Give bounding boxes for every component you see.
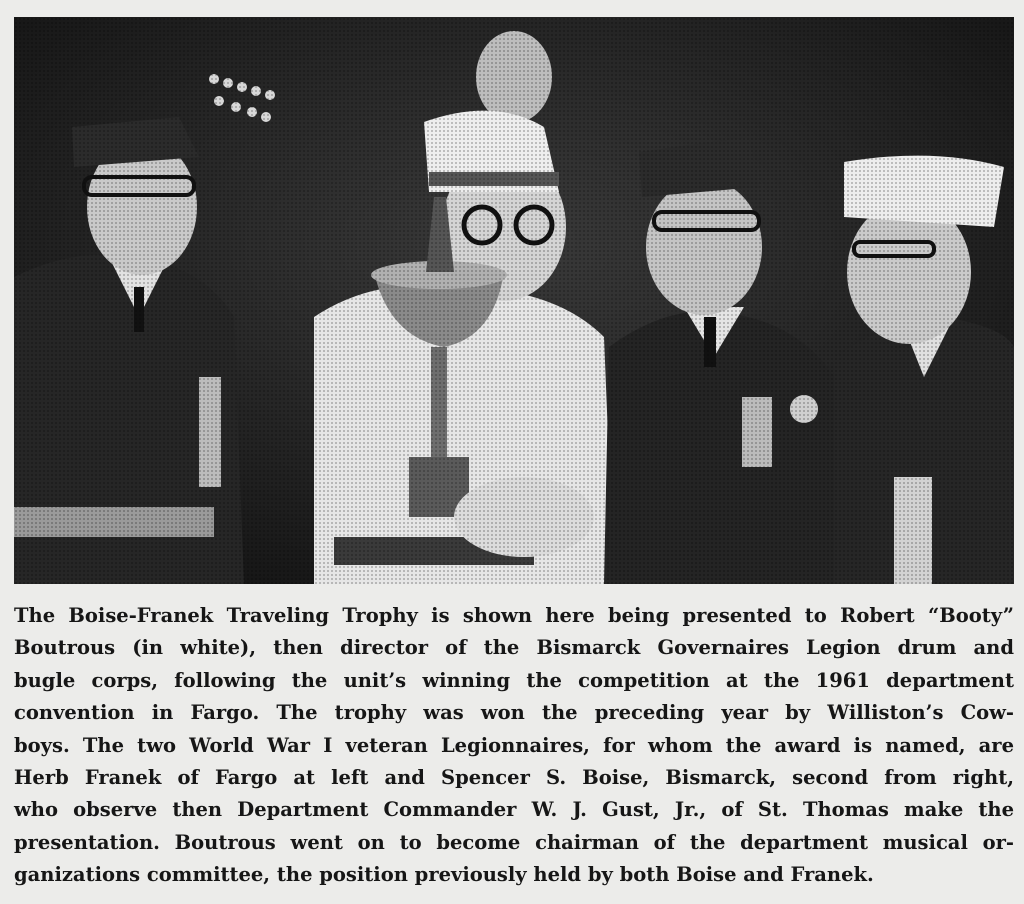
- caption-line-7: who observe then Department Commander W. J. Gust, Jr., of St. Thomas make the: [14, 798, 1014, 822]
- photo-illustration: [14, 17, 1014, 584]
- photo-caption: [14, 600, 1014, 892]
- caption-line-9: ganizations committee, the position previously held by both Boise and Franek.: [14, 863, 874, 887]
- caption-line-1: The Boise-Franek Traveling Trophy is shown here being presented to Robert “Booty”: [14, 604, 1014, 627]
- caption-line-8: presentation. Boutrous went on to become chairman of the department musical or-: [14, 830, 1014, 854]
- trophy-presentation-photo: [14, 17, 1014, 584]
- caption-line-6: Herb Franek of Fargo at left and Spencer S. Boise, Bismarck, second from right,: [14, 766, 1014, 790]
- caption-line-5: boys. The two World War I veteran Legionnaires, for whom the award is named, are: [14, 733, 1014, 757]
- caption-line-3: bugle corps, following the unit’s winning the competition at the 1961 department: [14, 668, 1014, 692]
- caption-line-4: convention in Fargo. The trophy was won the preceding year by Williston’s Cow-: [14, 701, 1014, 725]
- caption-line-2: Boutrous (in white), then director of the Bismarck Governaires Legion drum and: [14, 636, 1014, 660]
